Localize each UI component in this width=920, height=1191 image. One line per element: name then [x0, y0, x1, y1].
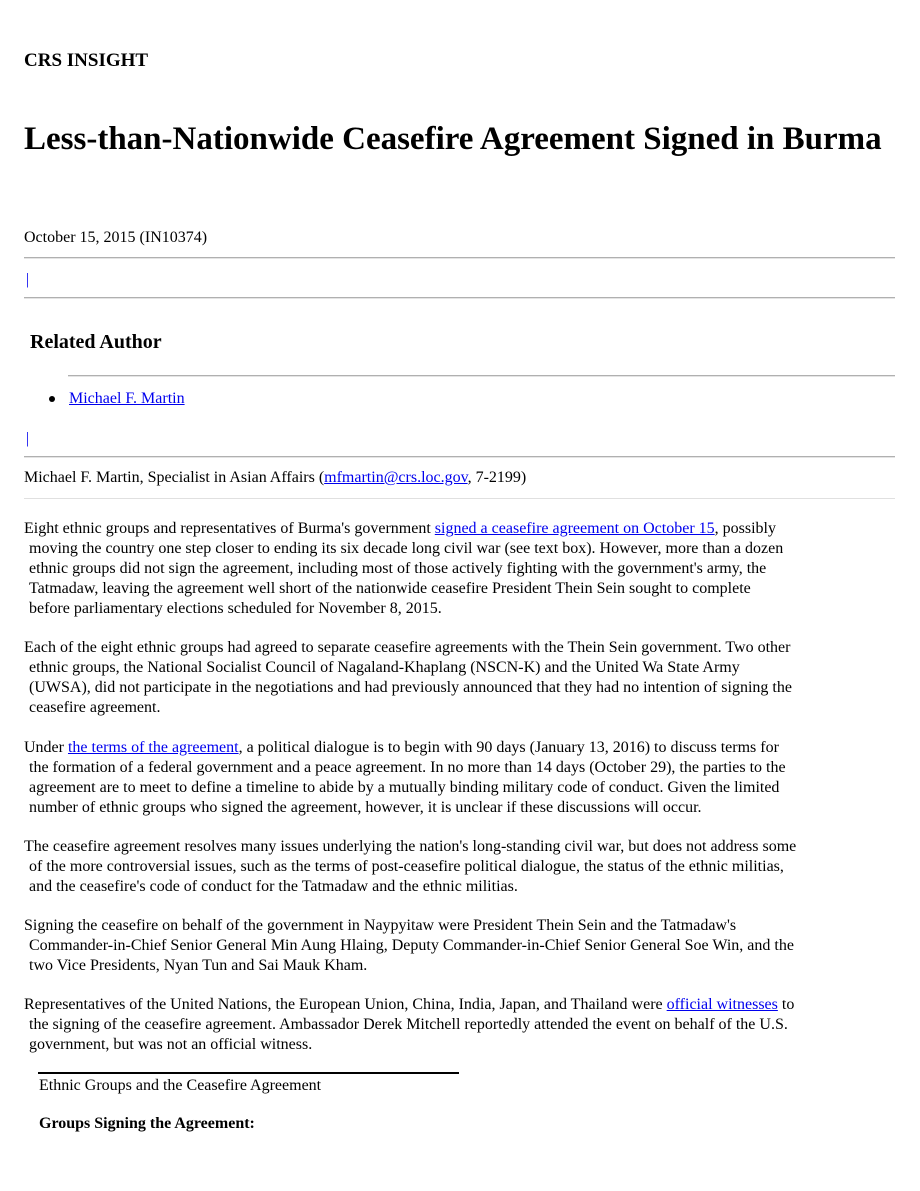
- paragraph-line: agreement are to meet to define a timeline to abide by a mutually binding military code of conduct. Given the limited: [29, 779, 780, 796]
- page-title: [24, 117, 894, 161]
- paragraph-line: [24, 995, 898, 1015]
- divider: [24, 257, 895, 259]
- paragraph-line: moving the country one step closer to ending its six decade long civil war (see text box). However, more than a dozen: [29, 540, 784, 557]
- paragraph-line: ceasefire agreement.: [29, 699, 161, 716]
- byline-phone: , 7-2199): [467, 469, 527, 486]
- textbox-top-rule: [38, 1072, 459, 1074]
- paragraph-line: The ceasefire agreement resolves many issues underlying the nation's long-standing civil war, but does not address some: [24, 838, 797, 855]
- paragraph-line: ethnic groups did not sign the agreement, including most of those actively fighting with the government's army, the: [29, 560, 767, 577]
- paragraph-line: ethnic groups, the National Socialist Council of Nagaland-Khaplang (NSCN-K) and the United Wa State Army: [29, 659, 740, 676]
- paragraph-line: and the ceasefire's code of conduct for the Tatmadaw and the ethnic militias.: [29, 878, 518, 895]
- text: Representatives of the United Nations, the European Union, China, India, Japan, and Thailand were: [24, 996, 667, 1013]
- paragraph-line: Each of the eight ethnic groups had agreed to separate ceasefire agreements with the Thein Sein government. Two other: [24, 639, 791, 656]
- paragraph-line: (UWSA), did not participate in the negotiations and had previously announced that they had no intention of signing the: [29, 679, 792, 696]
- textbox-subheading: Groups Signing the Agreement:: [39, 1115, 255, 1132]
- spacer-link[interactable]: |: [26, 430, 30, 447]
- ceasefire-signed-link[interactable]: signed a ceasefire agreement on October 15: [434, 520, 715, 537]
- paragraph-line: [24, 519, 898, 539]
- paragraph-line: of the more controversial issues, such as the terms of post-ceasefire political dialogue, the status of the ethnic militias,: [29, 858, 784, 875]
- official-witnesses-link[interactable]: official witnesses: [666, 996, 778, 1013]
- divider: [68, 375, 895, 377]
- paragraph-line: Tatmadaw, leaving the agreement well short of the nationwide ceasefire President Thein Sein sought to complete: [29, 580, 751, 597]
- paragraph: [24, 738, 898, 818]
- paragraph: [24, 837, 898, 897]
- paragraph: [24, 916, 898, 976]
- bullet-icon: [49, 396, 55, 402]
- text: , a political dialogue is to begin with 90 days (January 13, 2016) to discuss terms for: [238, 739, 779, 756]
- agreement-terms-link[interactable]: the terms of the agreement: [67, 739, 239, 756]
- text: , possibly: [714, 520, 776, 537]
- divider: [24, 456, 895, 458]
- paragraph: [24, 995, 898, 1055]
- text: Eight ethnic groups and representatives of Burma's government: [24, 520, 435, 537]
- paragraph-line: before parliamentary elections scheduled for November 8, 2015.: [29, 600, 442, 617]
- paragraph-line: two Vice Presidents, Nyan Tun and Sai Mauk Kham.: [29, 957, 368, 974]
- author-email-link[interactable]: mfmartin@crs.loc.gov: [324, 469, 468, 486]
- divider: [24, 498, 895, 499]
- author-byline: [24, 468, 526, 488]
- paragraph-line: the signing of the ceasefire agreement. Ambassador Derek Mitchell reportedly attended the event on behalf of the U.S.: [29, 1016, 788, 1033]
- textbox-title: Ethnic Groups and the Ceasefire Agreement: [39, 1077, 322, 1094]
- related-author-list: [49, 389, 349, 409]
- page-title-text: Less-than-Nationwide Ceasefire Agreement Signed in Burma: [24, 121, 882, 157]
- paragraph-line: the formation of a federal government and a peace agreement. In no more than 14 days (October 29), the parties to the: [29, 759, 786, 776]
- paragraph-line: [24, 738, 898, 758]
- author-link[interactable]: Michael F. Martin: [69, 390, 185, 407]
- publication-date: October 15, 2015 (IN10374): [24, 229, 208, 246]
- related-author-heading: Related Author: [30, 331, 162, 353]
- text: Under: [24, 739, 68, 756]
- paragraph-line: Commander-in-Chief Senior General Min Aung Hlaing, Deputy Commander-in-Chief Senior General Soe Win, and the: [29, 937, 794, 954]
- divider: [24, 297, 895, 299]
- paragraph-line: Signing the ceasefire on behalf of the government in Naypyitaw were President Thein Sein and the Tatmadaw's: [24, 917, 737, 934]
- paragraph-line: number of ethnic groups who signed the agreement, however, it is unclear if these discussions will occur.: [29, 799, 702, 816]
- spacer-link[interactable]: |: [26, 271, 30, 288]
- paragraph-line: government, but was not an official witness.: [29, 1036, 313, 1053]
- paragraph: [24, 638, 898, 718]
- report-type-label: CRS INSIGHT: [24, 50, 149, 71]
- text: to: [777, 996, 795, 1013]
- paragraph: [24, 519, 898, 619]
- byline-text: Michael F. Martin, Specialist in Asian Affairs (: [24, 469, 325, 486]
